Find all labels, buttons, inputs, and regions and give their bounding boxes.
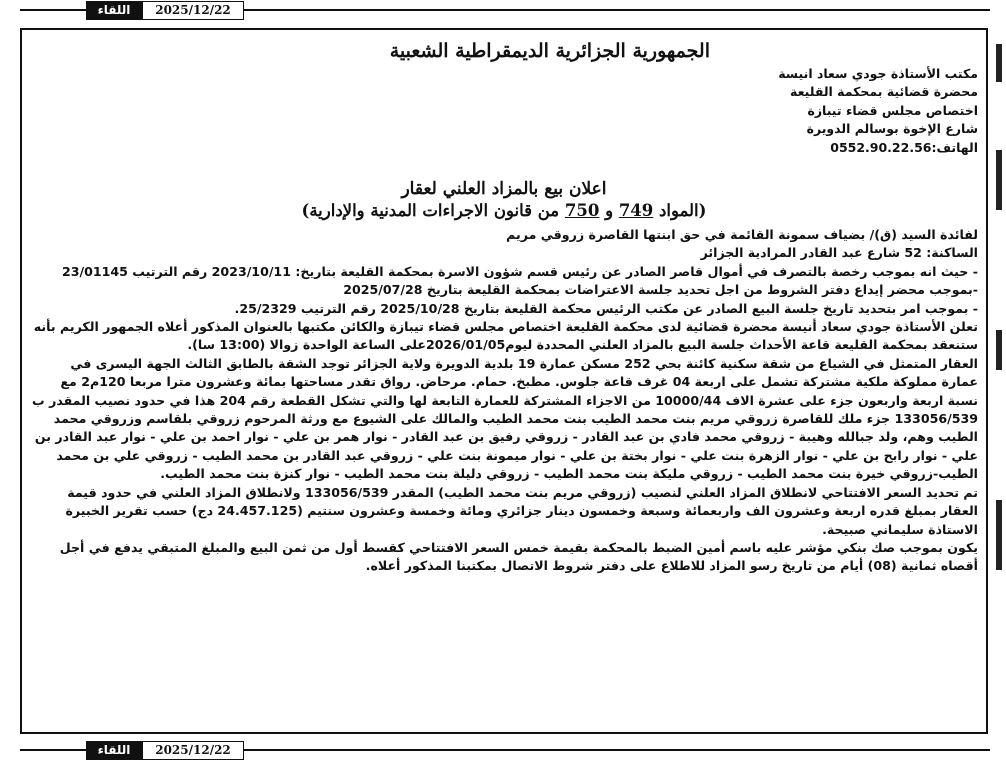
announcement-paragraph: تعلن الأستاذة جودي سعاد أنيسة محضرة قضائية لدى محكمة القليعة اختصاص مجلس قضاء تيبازة والكائن مكتبها بالعنوان المذكور أعلاه الجمهور الكريم بأنه ستنعقد بمحكمة القليعة قاعة الأحداث جلسة البيع بالمزاد العلني المحددة ليوم2026/01/05على الساعة الواحدة زوالا (13:00 سا).: [33, 319, 978, 353]
issue-date: 2025/12/22: [142, 1, 244, 20]
title-and: و: [599, 201, 619, 220]
beneficiary-paragraph: لفائدة السيد (ق)/ بضياف سمونة القائمة في حق ابنتها القاصرة زروقي مريم: [506, 227, 978, 242]
auction-notice: [30, 36, 978, 728]
adjacent-column-edge: [992, 30, 1006, 730]
phone-number: 0552.90.22.56: [830, 139, 932, 155]
edge-mark: [996, 500, 1002, 570]
residence-paragraph: الساكنة: 52 شارع عبد القادر المرادية الجزائر: [700, 245, 978, 261]
title-suffix: من قانون الاجراءات المدنية والإدارية): [301, 201, 565, 220]
republic-heading: الجمهورية الجزائرية الديمقراطية الشعبية: [389, 40, 710, 62]
office-phone: [778, 139, 978, 157]
newspaper-name: اللقاء: [86, 1, 142, 20]
office-line: شارع الإخوة بوسالم الدويرة: [806, 121, 978, 137]
order-paragraph: - بموجب امر بتحديد تاريخ جلسة البيع الصادر عن مكتب الرئيس محكمة القليعة بتاريخ 2025/10/28 رقم الترتيب 25/2329.: [234, 300, 978, 316]
article-749: 749: [618, 201, 654, 220]
edge-mark: [996, 44, 1002, 82]
bailiff-office-block: [778, 65, 978, 157]
office-line: مكتب الأستاذة جودي سعاد انيسة: [778, 66, 978, 81]
newspaper-name: اللقاء: [86, 741, 142, 760]
article-750: 750: [564, 201, 600, 220]
title-line-2: [30, 200, 978, 221]
notice-frame: [20, 28, 988, 734]
notice-title: [30, 179, 978, 221]
payment-paragraph: يكون بموجب صك بنكي مؤشر عليه باسم أمين الضبط بالمحكمة بقيمة خمس السعر الافتتاحي كقسط أول من ثمن البيع والمبلغ المتبقي يدفع في أجل أقصاه ثمانية (08) أيام من تاريخ رسو المزاد للاطلاع على دفتر شروط الاتصال بمكتبنا المذكور أعلاه.: [59, 539, 978, 574]
edge-mark: [996, 150, 1002, 210]
phone-label: الهاتف:: [931, 139, 978, 155]
edge-mark: [996, 330, 1002, 370]
title-line-1: اعلان بيع بالمزاد العلني لعقار: [401, 179, 607, 199]
office-line: اختصاص مجلس قضاء تيبازة: [807, 102, 978, 118]
footer-strip: [0, 740, 1006, 760]
permit-paragraph: - حيث انه بموجب رخصة بالتصرف في أموال قاصر الصادر عن رئيس قسم شؤون الاسرة بمحكمة القليعة بتاريخ: 2023/10/11 رقم الترتيب 23/01145: [61, 263, 978, 279]
header-strip: [0, 0, 1006, 20]
deposit-paragraph: -بموجب محضر إيداع دفتر الشروط من اجل تحديد جلسة الاعتراضات بمحكمة القليعة بتاريخ 2025/07/28: [343, 282, 978, 298]
price-paragraph: تم تحديد السعر الافتتاحي لانطلاق المزاد العلني لنصيب (زروقي مريم بنت محمد الطيب) المقدر 133056/539 ولانطلاق المزاد العلني في حدود قيمة العقار بمبلغ قدره اربعة وعشرون الف واربعمائة وسبعة وخمسون دينار جزائري ومائة وخمسة وعشرون سنتيم (24.457.125 دج) حسب تقرير الخبيرة الاستاذة سليماني صبيحة.: [65, 484, 978, 537]
issue-date: 2025/12/22: [142, 741, 244, 760]
property-paragraph: العقار المتمثل في الشياع من شقة سكنية كائنة بحي 252 مسكن عمارة 19 بلدية الدويرة ولاية الجزائر توجد الشقة بالطابق الثالث الجهة اليسرى في عمارة مملوكة ملكية مشتركة تشمل على اربعة 04 غرف قاعة جلوس. مطبخ. حمام. مرحاض. رواق تقدر مساحتها بمائة وعشرون مترا مربعا 120م2 مع نسبة اربعة واربعون جزء على عشرة الاف 10000/44 من الاجزاء المشتركة للعمارة التابعة لها والتي تشكل القطعة رقم 204 هذا في حدود نصيب المقدر ب 133056/539 جزء ملك للقاصرة زروقي مريم بنت محمد الطيب بنت محمد الطيب والمالك على الشيوع مع ورثة المرحوم زروقي بلقاسم وزروقي محمد الطيب وهم، ولد جبالله وهيبة - زروقي محمد فادي بن عبد القادر - زروقي رفيق بن عبد القادر - نوار همر بن علي - نوار احمد بن علي - نوار عبد القادر بن علي - نوار رابح بن علي - نوار الزهرة بنت علي - نوار بختة بن علي - نوار ميمونة بنت علي - زروقي عبد القادر بن محمد الطيب - زروقي علي بن محمد الطيب-زروقي خيرة بنت محمد الطيب - زروقي مليكة بنت محمد الطيب - زروقي دليلة بنت محمد الطيب - نوار كنزة بنت محمد الطيب.: [32, 355, 978, 482]
title-prefix: (المواد: [653, 201, 707, 220]
office-line: محضرة قضائية بمحكمة القليعة: [790, 84, 978, 100]
notice-body: [30, 226, 978, 576]
